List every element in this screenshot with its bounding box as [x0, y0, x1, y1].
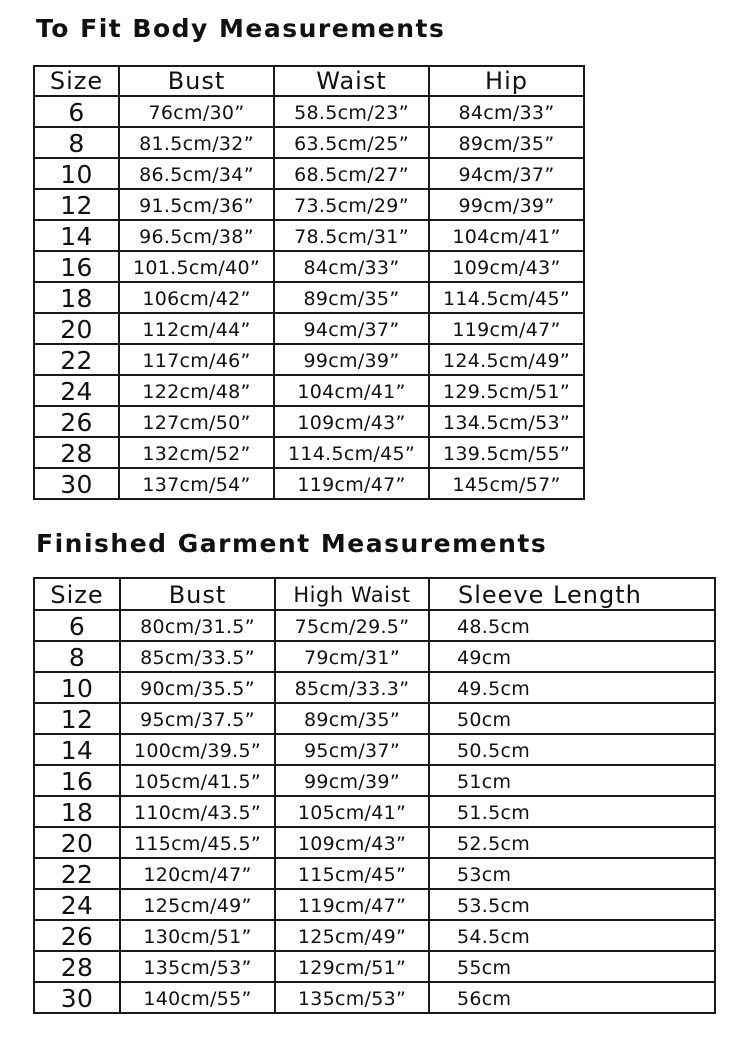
bust-cell: 140cm/55” — [120, 982, 275, 1013]
bust-cell: 125cm/49” — [120, 889, 275, 920]
sleeve-length-cell: 52.5cm — [429, 827, 715, 858]
bust-cell: 80cm/31.5” — [120, 610, 275, 641]
table-row — [34, 375, 584, 406]
sleeve-length-cell: 51cm — [429, 765, 715, 796]
column-header-bust: Bust — [120, 578, 275, 610]
high-waist-cell: 79cm/31” — [275, 641, 429, 672]
table-row — [34, 610, 715, 641]
waist-cell: 94cm/37” — [274, 313, 429, 344]
waist-cell: 63.5cm/25” — [274, 127, 429, 158]
table-row — [34, 220, 584, 251]
high-waist-cell: 125cm/49” — [275, 920, 429, 951]
high-waist-cell: 85cm/33.3” — [275, 672, 429, 703]
waist-cell: 109cm/43” — [274, 406, 429, 437]
table-row — [34, 437, 584, 468]
size-cell: 24 — [34, 375, 119, 406]
column-header-sleeve-length: Sleeve Length — [429, 578, 715, 610]
size-cell: 26 — [34, 406, 119, 437]
hip-cell: 99cm/39” — [429, 189, 584, 220]
waist-cell: 78.5cm/31” — [274, 220, 429, 251]
size-cell: 24 — [34, 889, 120, 920]
bust-cell: 127cm/50” — [119, 406, 274, 437]
table-row — [34, 765, 715, 796]
waist-cell: 99cm/39” — [274, 344, 429, 375]
waist-cell: 84cm/33” — [274, 251, 429, 282]
column-header-bust: Bust — [119, 66, 274, 96]
column-header-waist: Waist — [274, 66, 429, 96]
table-row — [34, 282, 584, 313]
sleeve-length-cell: 49cm — [429, 641, 715, 672]
bust-cell: 91.5cm/36” — [119, 189, 274, 220]
hip-cell: 145cm/57” — [429, 468, 584, 499]
table-row — [34, 641, 715, 672]
size-cell: 6 — [34, 610, 120, 641]
sleeve-length-cell: 50cm — [429, 703, 715, 734]
size-cell: 26 — [34, 920, 120, 951]
size-cell: 16 — [34, 251, 119, 282]
column-header-size: Size — [34, 66, 119, 96]
sleeve-length-cell: 51.5cm — [429, 796, 715, 827]
waist-cell: 104cm/41” — [274, 375, 429, 406]
bust-cell: 117cm/46” — [119, 344, 274, 375]
table-row — [34, 703, 715, 734]
bust-cell: 137cm/54” — [119, 468, 274, 499]
waist-cell: 58.5cm/23” — [274, 96, 429, 127]
size-cell: 22 — [34, 858, 120, 889]
size-cell: 8 — [34, 127, 119, 158]
bust-cell: 86.5cm/34” — [119, 158, 274, 189]
table-header-row — [34, 578, 715, 610]
bust-cell: 85cm/33.5” — [120, 641, 275, 672]
high-waist-cell: 135cm/53” — [275, 982, 429, 1013]
sleeve-length-cell: 49.5cm — [429, 672, 715, 703]
sleeve-length-cell: 48.5cm — [429, 610, 715, 641]
waist-cell: 114.5cm/45” — [274, 437, 429, 468]
size-cell: 16 — [34, 765, 120, 796]
size-cell: 12 — [34, 703, 120, 734]
sleeve-length-cell: 53.5cm — [429, 889, 715, 920]
bust-cell: 135cm/53” — [120, 951, 275, 982]
table-row — [34, 251, 584, 282]
table-row — [34, 672, 715, 703]
size-cell: 10 — [34, 672, 120, 703]
table-row — [34, 127, 584, 158]
column-header-size: Size — [34, 578, 120, 610]
column-header-hip: Hip — [429, 66, 584, 96]
high-waist-cell: 89cm/35” — [275, 703, 429, 734]
table-row — [34, 468, 584, 499]
high-waist-cell: 95cm/37” — [275, 734, 429, 765]
hip-cell: 129.5cm/51” — [429, 375, 584, 406]
column-header-high-waist: High Waist — [275, 578, 429, 610]
bust-cell: 132cm/52” — [119, 437, 274, 468]
size-cell: 6 — [34, 96, 119, 127]
table-row — [34, 158, 584, 189]
high-waist-cell: 119cm/47” — [275, 889, 429, 920]
table-row — [34, 858, 715, 889]
sleeve-length-cell: 56cm — [429, 982, 715, 1013]
size-cell: 14 — [34, 734, 120, 765]
hip-cell: 89cm/35” — [429, 127, 584, 158]
table-row — [34, 827, 715, 858]
hip-cell: 139.5cm/55” — [429, 437, 584, 468]
waist-cell: 119cm/47” — [274, 468, 429, 499]
sleeve-length-cell: 53cm — [429, 858, 715, 889]
sleeve-length-cell: 55cm — [429, 951, 715, 982]
size-cell: 22 — [34, 344, 119, 375]
high-waist-cell: 105cm/41” — [275, 796, 429, 827]
garment-measurements-title: Finished Garment Measurements — [36, 529, 548, 558]
bust-cell: 112cm/44” — [119, 313, 274, 344]
waist-cell: 89cm/35” — [274, 282, 429, 313]
bust-cell: 122cm/48” — [119, 375, 274, 406]
table-row — [34, 313, 584, 344]
size-cell: 28 — [34, 951, 120, 982]
high-waist-cell: 115cm/45” — [275, 858, 429, 889]
bust-cell: 90cm/35.5” — [120, 672, 275, 703]
table-row — [34, 406, 584, 437]
bust-cell: 120cm/47” — [120, 858, 275, 889]
bust-cell: 81.5cm/32” — [119, 127, 274, 158]
waist-cell: 68.5cm/27” — [274, 158, 429, 189]
high-waist-cell: 109cm/43” — [275, 827, 429, 858]
hip-cell: 124.5cm/49” — [429, 344, 584, 375]
bust-cell: 76cm/30” — [119, 96, 274, 127]
bust-cell: 105cm/41.5” — [120, 765, 275, 796]
size-cell: 20 — [34, 827, 120, 858]
high-waist-cell: 99cm/39” — [275, 765, 429, 796]
size-cell: 20 — [34, 313, 119, 344]
hip-cell: 109cm/43” — [429, 251, 584, 282]
table-row — [34, 734, 715, 765]
bust-cell: 95cm/37.5” — [120, 703, 275, 734]
bust-cell: 96.5cm/38” — [119, 220, 274, 251]
size-cell: 18 — [34, 796, 120, 827]
size-cell: 14 — [34, 220, 119, 251]
hip-cell: 114.5cm/45” — [429, 282, 584, 313]
table-row — [34, 982, 715, 1013]
table-row — [34, 796, 715, 827]
table-row — [34, 920, 715, 951]
size-cell: 18 — [34, 282, 119, 313]
bust-cell: 110cm/43.5” — [120, 796, 275, 827]
table-row — [34, 951, 715, 982]
size-cell: 28 — [34, 437, 119, 468]
table-row — [34, 889, 715, 920]
sleeve-length-cell: 54.5cm — [429, 920, 715, 951]
waist-cell: 73.5cm/29” — [274, 189, 429, 220]
table-row — [34, 189, 584, 220]
sleeve-length-cell: 50.5cm — [429, 734, 715, 765]
size-cell: 30 — [34, 468, 119, 499]
bust-cell: 106cm/42” — [119, 282, 274, 313]
size-cell: 30 — [34, 982, 120, 1013]
body-measurements-table — [33, 65, 585, 500]
garment-measurements-table — [33, 577, 716, 1014]
size-cell: 12 — [34, 189, 119, 220]
table-row — [34, 344, 584, 375]
body-measurements-title: To Fit Body Measurements — [36, 14, 446, 43]
size-cell: 8 — [34, 641, 120, 672]
table-header-row — [34, 66, 584, 96]
hip-cell: 94cm/37” — [429, 158, 584, 189]
table-row — [34, 96, 584, 127]
hip-cell: 84cm/33” — [429, 96, 584, 127]
size-cell: 10 — [34, 158, 119, 189]
bust-cell: 101.5cm/40” — [119, 251, 274, 282]
bust-cell: 100cm/39.5” — [120, 734, 275, 765]
hip-cell: 104cm/41” — [429, 220, 584, 251]
bust-cell: 115cm/45.5” — [120, 827, 275, 858]
bust-cell: 130cm/51” — [120, 920, 275, 951]
hip-cell: 134.5cm/53” — [429, 406, 584, 437]
hip-cell: 119cm/47” — [429, 313, 584, 344]
high-waist-cell: 75cm/29.5” — [275, 610, 429, 641]
high-waist-cell: 129cm/51” — [275, 951, 429, 982]
